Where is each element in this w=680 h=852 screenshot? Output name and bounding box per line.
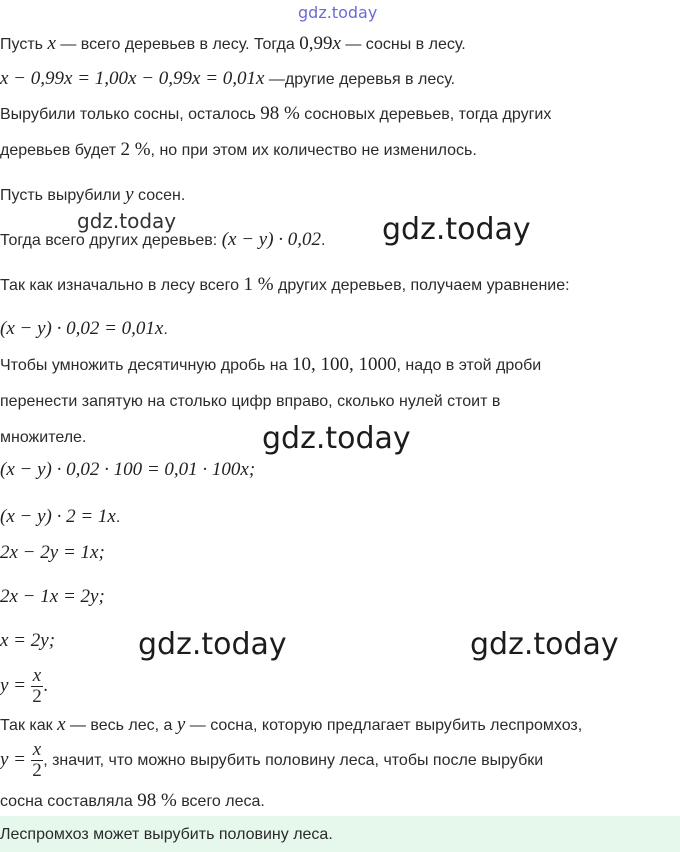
fraction	[31, 666, 43, 707]
math-expression: y =	[0, 749, 31, 770]
text-line-18	[0, 715, 582, 736]
text-line-19	[0, 738, 543, 783]
text-line-5	[0, 185, 185, 206]
text-line-3	[0, 104, 551, 125]
text-segment: сосновых деревьев, тогда других	[299, 106, 552, 123]
text-segment: деревьев будет	[0, 142, 121, 159]
text-segment: — сосны в лесу.	[340, 36, 466, 53]
math-expression: (x − y) · 2 = 1x	[0, 506, 116, 527]
text-segment: других деревьев, получаем уравнение:	[273, 277, 570, 294]
math-expression: (x − y) · 0,02	[221, 229, 322, 250]
fraction-numerator: x	[32, 665, 42, 687]
text-segment: Вырубили только сосны, осталось	[0, 106, 261, 123]
math-percent: 98 %	[260, 103, 300, 124]
text-line-20	[0, 791, 265, 812]
text-segment: Так как	[0, 717, 58, 734]
math-expression: y =	[0, 675, 31, 696]
math-var: x	[57, 714, 66, 735]
math-var: x	[47, 33, 56, 54]
text-segment: Пусть вырубили	[0, 187, 126, 204]
math-var: x	[332, 33, 341, 54]
text-segment: множителе.	[0, 429, 87, 446]
math-expression: x = 2y;	[0, 630, 56, 651]
text-segment: Тогда всего других деревьев:	[0, 232, 222, 249]
math-var: y	[176, 714, 186, 735]
watermark-large-3: gdz.today	[138, 627, 287, 662]
fraction-denominator: 2	[32, 686, 42, 708]
text-segment: Так как изначально в лесу всего	[0, 277, 244, 294]
text-line-14	[0, 543, 105, 564]
watermark-large-1: gdz.today	[382, 212, 531, 247]
text-line-6	[0, 230, 326, 251]
math-expression: 2x − 1x = 2y;	[0, 586, 105, 607]
text-line-2	[0, 69, 455, 90]
text-line-10	[0, 392, 500, 412]
text-segment: — всего деревьев в лесу. Тогда	[55, 36, 300, 53]
text-line-16	[0, 631, 55, 652]
math-expression: (x − y) · 0,02 · 100 = 0,01 · 100x;	[0, 459, 256, 480]
text-line-9	[0, 355, 541, 376]
text-segment: Пусть	[0, 36, 48, 53]
text-segment: .	[321, 232, 326, 249]
text-line-13	[0, 507, 120, 528]
text-segment: Чтобы умножить десятичную дробь на	[0, 357, 292, 374]
math-expression: 2x − 2y = 1x;	[0, 542, 105, 563]
text-segment: , но при этом их количество не изменилось.	[150, 142, 477, 159]
watermark-small: gdz.today	[77, 209, 177, 233]
text-line-1	[0, 34, 466, 55]
text-segment: перенести запятую на столько цифр вправо, сколько нулей стоит в	[0, 393, 501, 410]
watermark-large-4: gdz.today	[470, 627, 619, 662]
text-line-17	[0, 664, 48, 709]
text-line-8	[0, 319, 168, 340]
text-line-15	[0, 587, 105, 608]
text-line-11	[0, 428, 86, 448]
math-percent: 2 %	[120, 139, 151, 160]
text-segment: , значит, что можно вырубить половину леса, чтобы после вырубки	[43, 752, 544, 769]
math-number: 10, 100, 1000	[291, 354, 397, 375]
text-segment: — весь лес, а	[65, 717, 177, 734]
text-segment: —другие деревья в лесу.	[264, 71, 456, 88]
text-line-4	[0, 140, 477, 161]
text-line-7	[0, 275, 570, 296]
text-segment: , надо в этой дроби	[396, 357, 542, 374]
text-segment: .	[115, 509, 121, 526]
answer-box	[0, 816, 680, 852]
text-line-12	[0, 460, 255, 481]
watermark-large-2: gdz.today	[262, 421, 411, 456]
math-expression: (x − y) · 0,02 = 0,01x	[0, 318, 164, 339]
text-segment: всего леса.	[176, 793, 265, 810]
math-number: 0,99	[299, 33, 333, 54]
fraction	[31, 740, 43, 781]
math-var: y	[125, 184, 134, 205]
text-segment: .	[43, 675, 48, 696]
math-percent: 1 %	[243, 274, 274, 295]
text-segment: сосна составляла	[0, 793, 138, 810]
text-segment: сосен.	[133, 187, 186, 204]
fraction-numerator: x	[32, 739, 42, 761]
answer-text: Леспромхоз может вырубить половину леса.	[0, 826, 333, 843]
text-segment: .	[163, 321, 168, 338]
text-segment: — сосна, которую предлагает вырубить леспромхоз,	[185, 717, 583, 734]
math-percent: 98 %	[137, 790, 177, 811]
watermark-top: gdz.today	[298, 3, 378, 22]
fraction-denominator: 2	[32, 760, 42, 782]
math-expression: x − 0,99x = 1,00x − 0,99x = 0,01x	[0, 68, 265, 89]
